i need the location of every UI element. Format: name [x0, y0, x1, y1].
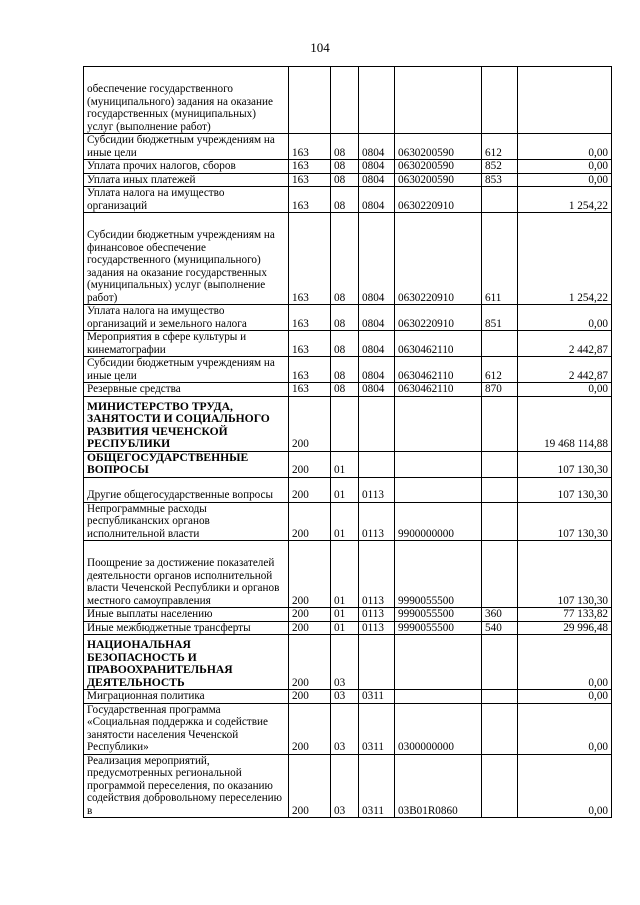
ministry-code-cell: 200: [289, 690, 331, 704]
ministry-code-cell: 200: [289, 396, 331, 451]
subsection-code-cell: 0804: [359, 383, 395, 397]
target-code-cell: 0630200590: [395, 134, 482, 160]
expense-code-cell: 852: [482, 160, 518, 174]
expense-code-cell: [482, 635, 518, 690]
row-name-cell: Миграционная политика: [84, 690, 289, 704]
expense-code-cell: 540: [482, 621, 518, 635]
ministry-code-cell: 163: [289, 331, 331, 357]
row-name-cell: МИНИСТЕРСТВО ТРУДА, ЗАНЯТОСТИ И СОЦИАЛЬНОГО РАЗВИТИЯ ЧЕЧЕНСКОЙ РЕСПУБЛИКИ: [84, 396, 289, 451]
target-code-cell: [395, 451, 482, 477]
row-name-cell: Уплата налога на имущество организаций и земельного налога: [84, 305, 289, 331]
row-name-cell: Иные межбюджетные трансферты: [84, 621, 289, 635]
amount-cell: 29 996,48: [518, 621, 612, 635]
section-code-cell: 08: [331, 305, 359, 331]
subsection-code-cell: 0804: [359, 173, 395, 187]
section-code-cell: 01: [331, 541, 359, 608]
expense-code-cell: [482, 754, 518, 818]
row-name-cell: Мероприятия в сфере культуры и кинематографии: [84, 331, 289, 357]
ministry-code-cell: 163: [289, 173, 331, 187]
expense-code-cell: 612: [482, 134, 518, 160]
section-code-cell: 01: [331, 451, 359, 477]
ministry-code-cell: 163: [289, 305, 331, 331]
target-code-cell: 0630220910: [395, 305, 482, 331]
table-row: [84, 690, 612, 704]
section-code-cell: 01: [331, 608, 359, 622]
target-code-cell: 9990055500: [395, 608, 482, 622]
target-code-cell: 9900000000: [395, 502, 482, 541]
table-row: [84, 213, 612, 305]
budget-table: [83, 66, 612, 818]
subsection-code-cell: [359, 451, 395, 477]
amount-cell: 107 130,30: [518, 451, 612, 477]
section-code-cell: [331, 396, 359, 451]
amount-cell: 19 468 114,88: [518, 396, 612, 451]
table-row: [84, 541, 612, 608]
amount-cell: 77 133,82: [518, 608, 612, 622]
target-code-cell: [395, 690, 482, 704]
table-row: [84, 187, 612, 213]
ministry-code-cell: 200: [289, 703, 331, 754]
subsection-code-cell: 0804: [359, 305, 395, 331]
table-row: [84, 608, 612, 622]
target-code-cell: 9990055500: [395, 541, 482, 608]
subsection-code-cell: [359, 635, 395, 690]
ministry-code-cell: 163: [289, 187, 331, 213]
amount-cell: 0,00: [518, 635, 612, 690]
ministry-code-cell: 163: [289, 213, 331, 305]
expense-code-cell: 360: [482, 608, 518, 622]
ministry-code-cell: 163: [289, 383, 331, 397]
section-code-cell: 08: [331, 134, 359, 160]
target-code-cell: [395, 635, 482, 690]
amount-cell: [518, 67, 612, 134]
ministry-code-cell: 200: [289, 635, 331, 690]
target-code-cell: [395, 396, 482, 451]
target-code-cell: 0630220910: [395, 187, 482, 213]
ministry-code-cell: 163: [289, 134, 331, 160]
section-code-cell: 08: [331, 187, 359, 213]
expense-code-cell: 853: [482, 173, 518, 187]
subsection-code-cell: 0804: [359, 213, 395, 305]
row-name-cell: Иные выплаты населению: [84, 608, 289, 622]
table-row: [84, 331, 612, 357]
row-name-cell: ОБЩЕГОСУДАРСТВЕННЫЕ ВОПРОСЫ: [84, 451, 289, 477]
target-code-cell: 03В01R0860: [395, 754, 482, 818]
subsection-code-cell: [359, 396, 395, 451]
row-name-cell: Уплата прочих налогов, сборов: [84, 160, 289, 174]
table-row: [84, 173, 612, 187]
target-code-cell: 0630220910: [395, 213, 482, 305]
table-row: [84, 621, 612, 635]
subsection-code-cell: [359, 67, 395, 134]
amount-cell: 0,00: [518, 134, 612, 160]
table-row: [84, 635, 612, 690]
table-row: [84, 134, 612, 160]
amount-cell: 0,00: [518, 690, 612, 704]
page-number: 104: [310, 40, 330, 55]
section-code-cell: [331, 67, 359, 134]
subsection-code-cell: 0311: [359, 754, 395, 818]
table-row: [84, 703, 612, 754]
section-code-cell: 01: [331, 621, 359, 635]
budget-table-body: [84, 67, 612, 818]
subsection-code-cell: 0311: [359, 690, 395, 704]
row-name-cell: Непрограммные расходы республиканских органов исполнительной власти: [84, 502, 289, 541]
expense-code-cell: [482, 67, 518, 134]
section-code-cell: 08: [331, 357, 359, 383]
ministry-code-cell: 200: [289, 608, 331, 622]
amount-cell: 0,00: [518, 383, 612, 397]
section-code-cell: 03: [331, 703, 359, 754]
table-row: [84, 160, 612, 174]
amount-cell: 0,00: [518, 173, 612, 187]
row-name-cell: обеспечение государственного (муниципального) задания на оказание государственных (муниципальных) услуг (выполнение работ): [84, 67, 289, 134]
expense-code-cell: 611: [482, 213, 518, 305]
expense-code-cell: [482, 502, 518, 541]
amount-cell: 0,00: [518, 754, 612, 818]
expense-code-cell: [482, 477, 518, 502]
target-code-cell: 0630462110: [395, 357, 482, 383]
ministry-code-cell: 163: [289, 160, 331, 174]
amount-cell: 0,00: [518, 160, 612, 174]
ministry-code-cell: 163: [289, 357, 331, 383]
target-code-cell: 9990055500: [395, 621, 482, 635]
row-name-cell: Резервные средства: [84, 383, 289, 397]
section-code-cell: 08: [331, 213, 359, 305]
target-code-cell: [395, 67, 482, 134]
expense-code-cell: 870: [482, 383, 518, 397]
row-name-cell: Поощрение за достижение показателей деятельности органов исполнительной власти Чеченской Республики и органов местного самоуправления: [84, 541, 289, 608]
subsection-code-cell: 0804: [359, 134, 395, 160]
ministry-code-cell: [289, 67, 331, 134]
amount-cell: 107 130,30: [518, 477, 612, 502]
table-row: [84, 67, 612, 134]
target-code-cell: [395, 477, 482, 502]
section-code-cell: 03: [331, 690, 359, 704]
section-code-cell: 03: [331, 754, 359, 818]
expense-code-cell: [482, 187, 518, 213]
amount-cell: 2 442,87: [518, 331, 612, 357]
target-code-cell: 0630462110: [395, 331, 482, 357]
expense-code-cell: [482, 331, 518, 357]
row-name-cell: Реализация мероприятий, предусмотренных региональной программой переселения, по оказанию содействия добровольному переселению в: [84, 754, 289, 818]
table-row: [84, 305, 612, 331]
subsection-code-cell: 0113: [359, 541, 395, 608]
section-code-cell: 03: [331, 635, 359, 690]
subsection-code-cell: 0804: [359, 357, 395, 383]
expense-code-cell: [482, 451, 518, 477]
amount-cell: 0,00: [518, 703, 612, 754]
amount-cell: 1 254,22: [518, 187, 612, 213]
amount-cell: 0,00: [518, 305, 612, 331]
table-row: [84, 502, 612, 541]
table-row: [84, 754, 612, 818]
ministry-code-cell: 200: [289, 502, 331, 541]
section-code-cell: 08: [331, 173, 359, 187]
amount-cell: 107 130,30: [518, 502, 612, 541]
expense-code-cell: [482, 396, 518, 451]
ministry-code-cell: 200: [289, 451, 331, 477]
ministry-code-cell: 200: [289, 541, 331, 608]
expense-code-cell: [482, 690, 518, 704]
row-name-cell: НАЦИОНАЛЬНАЯ БЕЗОПАСНОСТЬ И ПРАВООХРАНИТЕЛЬНАЯ ДЕЯТЕЛЬНОСТЬ: [84, 635, 289, 690]
table-row: [84, 477, 612, 502]
subsection-code-cell: 0113: [359, 477, 395, 502]
row-name-cell: Государственная программа «Социальная поддержка и содействие занятости населения Чеченской Республики»: [84, 703, 289, 754]
expense-code-cell: 612: [482, 357, 518, 383]
section-code-cell: 08: [331, 160, 359, 174]
expense-code-cell: 851: [482, 305, 518, 331]
ministry-code-cell: 200: [289, 754, 331, 818]
ministry-code-cell: 200: [289, 621, 331, 635]
amount-cell: 2 442,87: [518, 357, 612, 383]
section-code-cell: 08: [331, 383, 359, 397]
subsection-code-cell: 0804: [359, 187, 395, 213]
target-code-cell: 0300000000: [395, 703, 482, 754]
amount-cell: 1 254,22: [518, 213, 612, 305]
expense-code-cell: [482, 541, 518, 608]
target-code-cell: 0630462110: [395, 383, 482, 397]
table-row: [84, 396, 612, 451]
subsection-code-cell: 0804: [359, 160, 395, 174]
section-code-cell: 01: [331, 502, 359, 541]
row-name-cell: Субсидии бюджетным учреждениям на иные цели: [84, 134, 289, 160]
amount-cell: 107 130,30: [518, 541, 612, 608]
row-name-cell: Уплата налога на имущество организаций: [84, 187, 289, 213]
subsection-code-cell: 0113: [359, 502, 395, 541]
table-row: [84, 357, 612, 383]
row-name-cell: Уплата иных платежей: [84, 173, 289, 187]
subsection-code-cell: 0113: [359, 621, 395, 635]
target-code-cell: 0630200590: [395, 160, 482, 174]
expense-code-cell: [482, 703, 518, 754]
table-row: [84, 383, 612, 397]
target-code-cell: 0630200590: [395, 173, 482, 187]
row-name-cell: Субсидии бюджетным учреждениям на иные цели: [84, 357, 289, 383]
table-row: [84, 451, 612, 477]
subsection-code-cell: 0311: [359, 703, 395, 754]
section-code-cell: 08: [331, 331, 359, 357]
section-code-cell: 01: [331, 477, 359, 502]
row-name-cell: Субсидии бюджетным учреждениям на финансовое обеспечение государственного (муниципального) задания на оказание государственных (муниципальных) услуг (выполнение работ): [84, 213, 289, 305]
subsection-code-cell: 0804: [359, 331, 395, 357]
subsection-code-cell: 0113: [359, 608, 395, 622]
row-name-cell: Другие общегосударственные вопросы: [84, 477, 289, 502]
ministry-code-cell: 200: [289, 477, 331, 502]
